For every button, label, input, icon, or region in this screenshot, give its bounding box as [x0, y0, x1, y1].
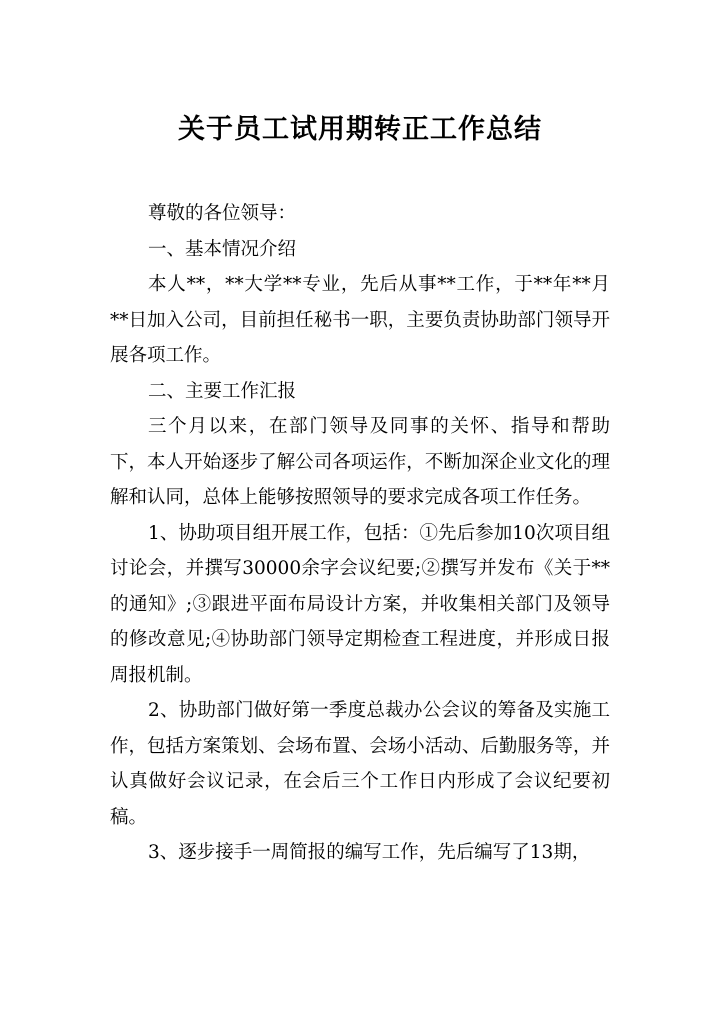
salutation: 尊敬的各位领导： [148, 203, 297, 224]
document-body [110, 196, 610, 871]
section-heading-basic-info: 一、基本情况介绍 [148, 238, 297, 260]
document-title: 关于员工试用期转正工作总结 [178, 114, 542, 145]
paragraph-item-2: 2、协助部门做好第一季度总裁办公会议的筹备及实施工作，包括方案策划、会场布置、会场小活动、后勤服务等，并认真做好会议记录，在会后三个工作日内形成了会议纪要初稿。 [110, 700, 610, 828]
paragraph-work-overview: 三个月以来，在部门领导及同事的关怀、指导和帮助下，本人开始逐步了解公司各项运作，不断加深企业文化的理解和认同，总体上能够按照领导的要求完成各项工作任务。 [110, 416, 610, 508]
section-heading-work-report: 二、主要工作汇报 [148, 380, 297, 402]
paragraph-basic-info: 本人**，**大学**专业，先后从事**工作，于**年**月**日加入公司，目前担任秘书一职，主要负责协助部门领导开展各项工作。 [110, 274, 610, 366]
paragraph-item-1: 1、协助项目组开展工作，包括：①先后参加10次项目组讨论会，并撰写30000余字会议纪要;②撰写并发布《关于**的通知》;③跟进平面布局设计方案，并收集相关部门及领导的修改意见;④协助部门领导定期检查工程进度，并形成日报周报机制。 [110, 522, 610, 686]
paragraph-item-3: 3、逐步接手一周简报的编写工作，先后编写了13期， [148, 842, 591, 863]
